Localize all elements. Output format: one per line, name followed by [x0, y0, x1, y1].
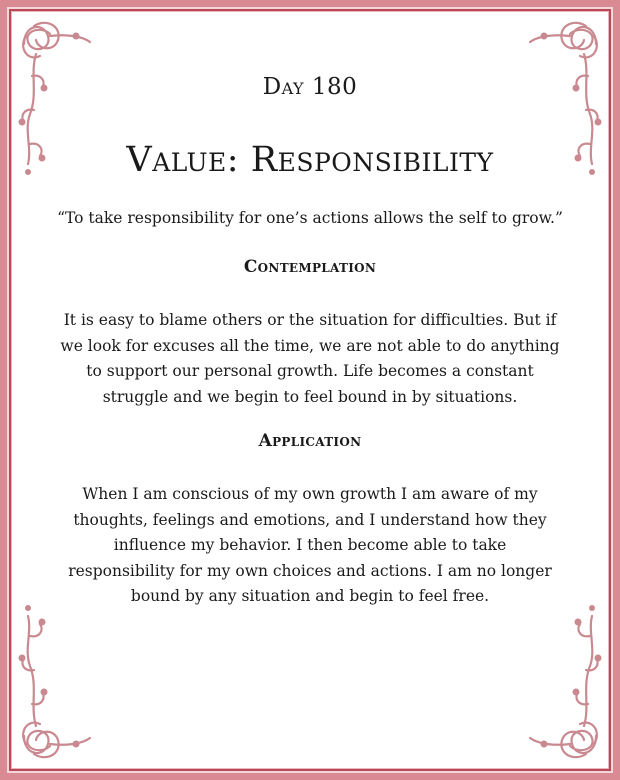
quote: “To take responsibility for one’s actions allows the self to grow.” [57, 209, 563, 227]
corner-ornament-bottom-right-icon [526, 596, 606, 766]
day-title: Day 180 [262, 74, 358, 100]
contemplation-heading: Contemplation [243, 257, 377, 277]
application-text: When I am conscious of my own growth I am aware of my thoughts, feelings and emotions, and I understand how they influence my behavior. I then become able to take responsibility for my own choices and actions. I am no longer bound by any situation and begin to feel free. [68, 485, 552, 605]
application-heading: Application [258, 431, 362, 451]
value-title: Value: Responsibility [126, 140, 494, 180]
corner-ornament-bottom-left-icon [14, 596, 94, 766]
contemplation-text: It is easy to blame others or the situation for difficulties. But if we look for excuses all the time, we are not able to do anything to support our personal growth. Life becomes a constant struggle and we begin to feel bound in by situations. [60, 311, 560, 406]
